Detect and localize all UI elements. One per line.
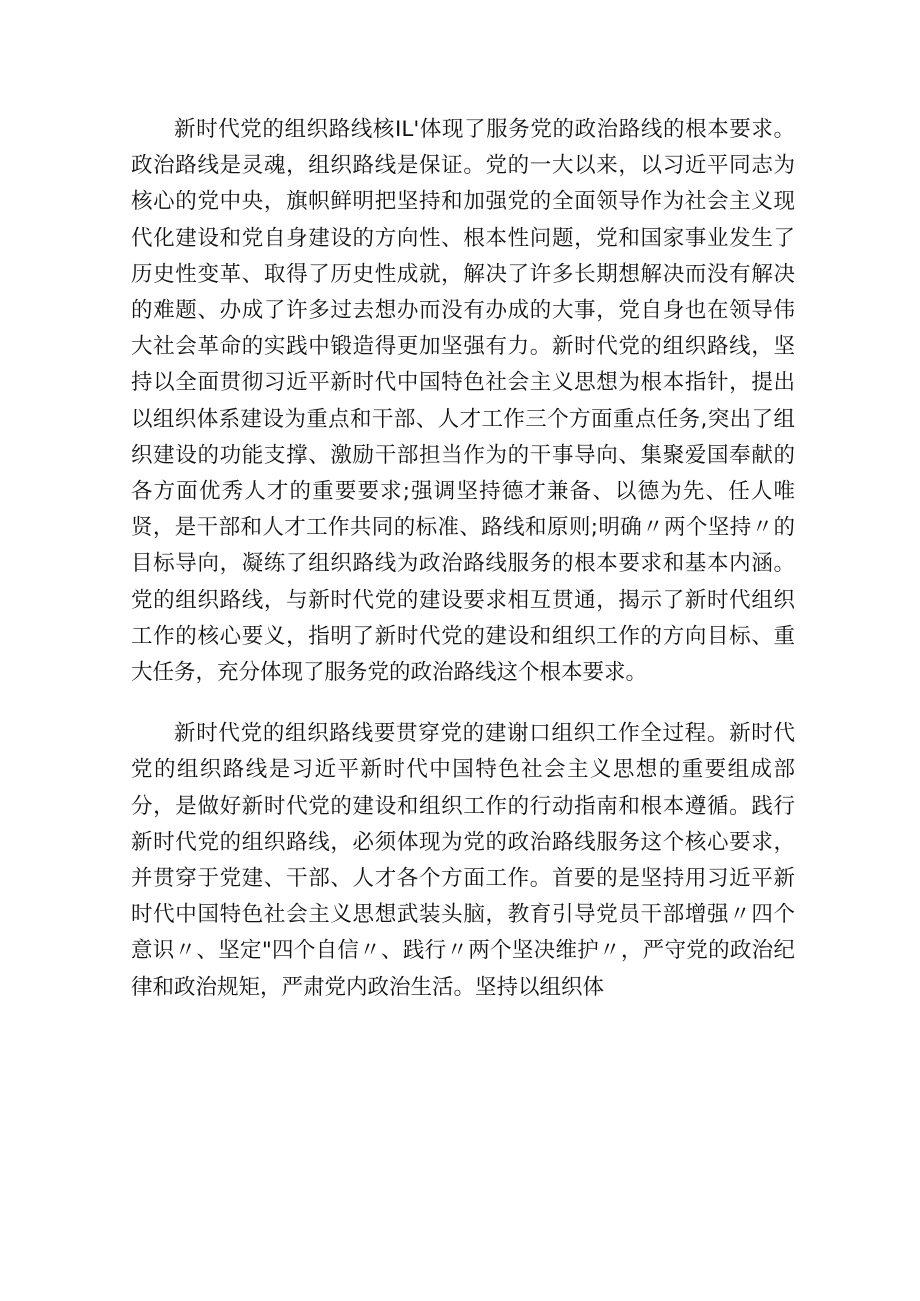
paragraph-1: 新时代党的组织路线核IL'体现了服务党的政治路线的根本要求。政治路线是灵魂，组织路线是保证。党的一大以来，以习近平同志为核心的党中央，旗帜鲜明把坚持和加强党的全面领导作为社会主义现代化建设和党自身建设的方向性、根本性问题，党和国家事业发生了历史性变革、取得了历史性成就，解决了许多长期想解决而没有解决的难题、办成了许多过去想办而没有办成的大事，党自身也在领导伟大社会革命的实践中锻造得更加坚强有力。新时代党的组织路线，坚持以全面贯彻习近平新时代中国特色社会主义思想为根本指针，提出以组织体系建设为重点和干部、人才工作三个方面重点任务,突出了组织建设的功能支撑、激励干部担当作为的干事导向、集聚爱国奉献的各方面优秀人才的重要要求;强调坚持德才兼备、以德为先、任人唯贤，是干部和人才工作共同的标准、路线和原则;明确〃两个坚持〃的目标导向，凝练了组织路线为政治路线服务的根本要求和基本内涵。党的组织路线，与新时代党的建设要求相互贯通，揭示了新时代组织工作的核心要义，指明了新时代党的建设和组织工作的方向目标、重大任务，充分体现了服务党的政治路线这个根本要求。 <box>131 117 795 686</box>
document-page <box>131 112 795 1006</box>
paragraph-2: 新时代党的组织路线要贯穿党的建谢口组织工作全过程。新时代党的组织路线是习近平新时代中国特色社会主义思想的重要组成部分，是做好新时代党的建设和组织工作的行动指南和根本遵循。践行新时代党的组织路线，必须体现为党的政治路线服务这个核心要求，并贯穿于党建、干部、人才各个方面工作。首要的是坚持用习近平新时代中国特色社会主义思想武装头脑，教育引导党员干部增强〃四个意识〃、坚定"四个自信〃、践行〃两个坚决维护〃，严守党的政治纪律和政治规矩，严肃党内政治生活。坚持以组织体 <box>131 721 795 1000</box>
